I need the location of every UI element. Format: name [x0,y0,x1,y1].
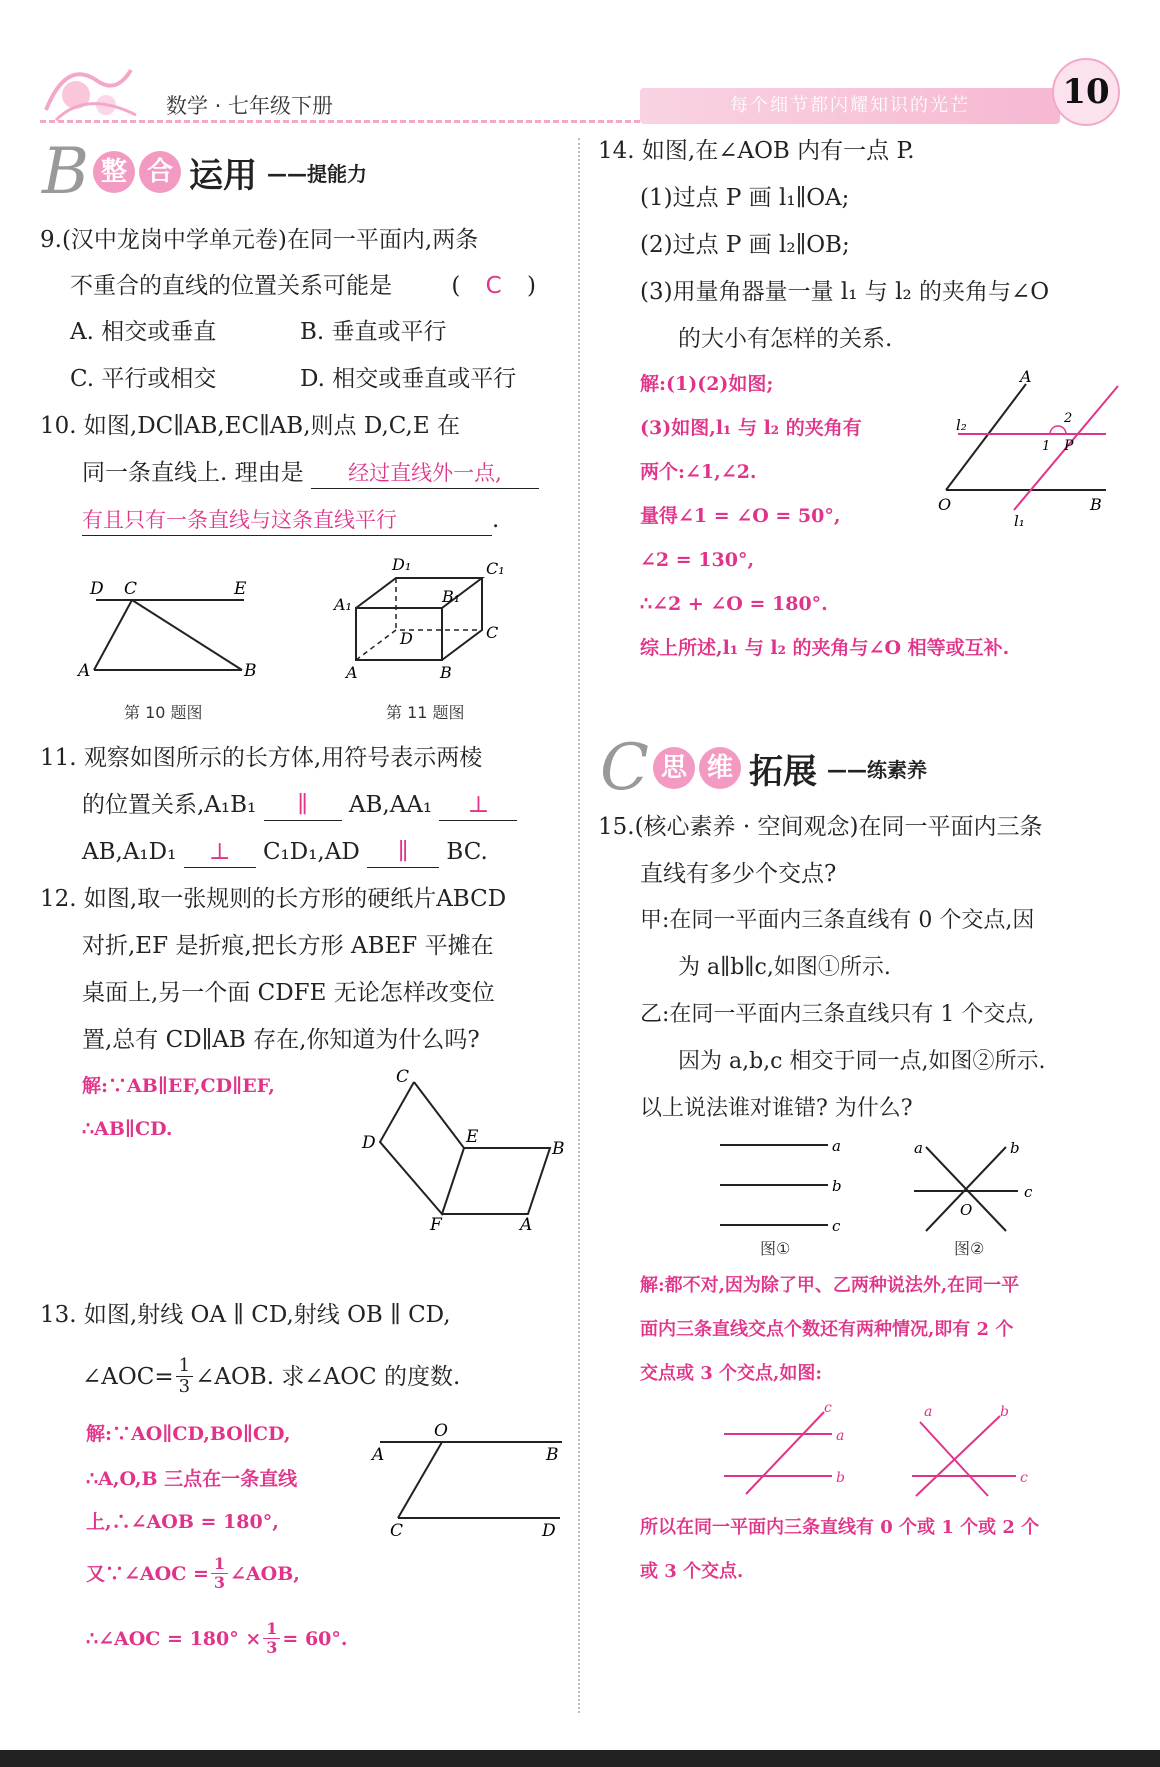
fig10-label-d: D [90,579,104,599]
q12-solution2: ∴AB∥CD. [82,1118,173,1140]
q11-text-b: AB,AA₁ [348,792,433,818]
fig15s-label-a2: a [924,1404,933,1420]
fig15-1-label-a: a [832,1137,841,1155]
q13-sol5-a: ∴∠AOC = 180° × [86,1627,262,1650]
fig15s-label-c1: c [824,1400,832,1416]
q9-bracket-open: ( [451,273,461,299]
q15-line2: 直线有多少个交点? [640,861,837,887]
q9-line2 [70,271,536,301]
fig14-label-1: 1 [1042,439,1051,454]
figure-15-solution [720,1400,1060,1500]
q14-solution1: 解:(1)(2)如图; [640,373,774,395]
q9-option-a: A. 相交或垂直 [70,319,217,345]
q13-text-a: ∠AOC= [82,1363,174,1390]
q14-line5: 的大小有怎样的关系. [678,326,893,352]
q13-sol5-b: = 60°. [282,1627,348,1650]
q15-ask: 以上说法谁对谁错? 为什么? [640,1096,913,1121]
figure-11 [330,550,540,685]
q13-solution4 [86,1555,300,1592]
q10-line2 [82,458,539,489]
section-c-char1: 思 [653,747,695,789]
q15-solution5: 或 3 个交点. [640,1561,744,1582]
q13-sol5-num: 1 [266,1619,278,1638]
q11-line2 [82,790,517,821]
q9-answer: C [485,273,502,299]
fig15-2-label-o: O [960,1201,973,1219]
q12-line2: 对折,EF 是折痕,把长方形 ABEF 平摊在 [82,933,494,959]
q14-line4: (3)用量角器量一量 l₁ 与 l₂ 的夹角与∠O [640,279,1050,305]
q13-sol5-frac [263,1620,280,1657]
q13-sol4-a: 又∵∠AOC = [86,1562,209,1585]
q14-solution7: 综上所述,l₁ 与 l₂ 的夹角与∠O 相等或互补. [640,637,1010,659]
header-divider [40,120,640,123]
section-c-heading [600,731,927,805]
fig15-2-label-a: a [914,1139,923,1157]
q15-solution3: 交点或 3 个交点,如图: [640,1363,822,1384]
fig10-label-c: C [124,579,138,599]
fig11-label-a1: A₁ [334,595,352,614]
fig14-label-b: B [1090,495,1102,514]
q10-line3 [82,505,499,536]
q12-line3: 桌面上,另一个面 CDFE 无论怎样改变位 [82,980,495,1006]
section-b-heading [42,135,368,209]
fig11-label-d: D [400,629,413,648]
q11-text-c: AB,A₁D₁ [82,839,177,865]
fig13-label-c: C [390,1521,404,1541]
fig11-label-c1: C₁ [486,559,505,578]
q13-sol4-frac [211,1555,228,1592]
q13-sol4-num: 1 [213,1554,226,1573]
q13-text-b: ∠AOB. 求∠AOC 的度数. [195,1363,461,1390]
q14-line2: (1)过点 P 画 l₁∥OA; [640,185,850,211]
fig10-label-a: A [78,661,91,681]
q15-line1: 15.(核心素养 · 空间观念)在同一平面内三条 [598,814,1043,840]
fig11-label-d1: D₁ [392,555,412,574]
q12-line4: 置,总有 CD∥AB 存在,你知道为什么吗? [82,1027,480,1053]
header-subject: 数学 · 七年级下册 [166,94,334,118]
q15-jia1: 甲:在同一平面内三条直线有 0 个交点,因 [640,908,1035,933]
q10-reason-label: 同一条直线上. 理由是 [82,460,304,486]
page-number: 10 [1052,58,1120,126]
figure-10 [72,570,272,680]
fig13-label-b: B [546,1445,559,1465]
fig15s-label-b1: b [836,1470,845,1486]
q9-bracket-close: ) [526,273,536,299]
fig14-label-2: 2 [1064,411,1073,426]
q10-line1: 10. 如图,DC∥AB,EC∥AB,则点 D,C,E 在 [40,413,460,439]
fig14-label-p: P [1064,438,1074,454]
figure-12 [360,1067,570,1235]
q13-line2 [82,1356,460,1397]
q13-line1: 13. 如图,射线 OA ∥ CD,射线 OB ∥ CD, [40,1302,451,1328]
fig14-label-l1: l₁ [1014,512,1025,530]
fig13-label-a: A [372,1445,385,1465]
section-b-char1: 整 [93,151,135,193]
fig15-1-caption: 图① [760,1239,791,1258]
q13-solution5 [86,1620,348,1657]
q11-blank4: ∥ [367,837,439,868]
q11-blank2: ⊥ [439,790,517,821]
q14-line1: 14. 如图,在∠AOB 内有一点 P. [598,138,915,164]
header-slogan: 每个细节都闪耀知识的光芒 [730,95,970,116]
q11-text-a: 的位置关系,A₁B₁ [82,792,257,818]
q14-line3: (2)过点 P 画 l₂∥OB; [640,232,850,258]
q14-solution3: 两个:∠1,∠2. [640,461,757,483]
q9-line1: 9.(汉中龙岗中学单元卷)在同一平面内,两条 [40,227,479,253]
header-flourish [36,50,146,130]
caption-11: 第 11 题图 [386,703,465,722]
header-slogan-band [640,88,1060,124]
q14-solution4: 量得∠1 = ∠O = 50°, [640,505,841,527]
q13-sol4-den: 3 [211,1573,228,1592]
q13-solution3: 上,∴∠AOB = 180°, [86,1511,279,1533]
fig15-1-label-c: c [832,1217,841,1235]
fig14-label-l2: l₂ [956,416,967,434]
section-b-char2: 合 [139,151,181,193]
fig15s-label-a1: a [836,1428,845,1444]
fig13-label-d: D [542,1521,556,1541]
q15-solution1: 解:都不对,因为除了甲、乙两种说法外,在同一平 [640,1275,1020,1296]
fig10-label-b: B [244,661,257,681]
q14-solution5: ∠2 = 130°, [640,549,755,571]
section-c-letter: C [600,731,649,805]
q15-solution4: 所以在同一平面内三条直线有 0 个或 1 个或 2 个 [640,1517,1040,1538]
fig10-label-e: E [234,579,247,599]
q14-solution6: ∴∠2 + ∠O = 180°. [640,593,828,615]
q13-frac-den: 3 [176,1376,193,1397]
fig15-2-label-b: b [1010,1139,1020,1157]
q11-blank3: ⊥ [184,837,256,868]
section-c-word: 拓展 [748,751,817,792]
fig13-label-o: O [434,1421,448,1441]
q11-text-e: BC. [446,839,488,865]
q15-yi2: 因为 a,b,c 相交于同一点,如图②所示. [678,1049,1046,1074]
fig12-label-d: D [362,1133,376,1153]
figure-15-2 [906,1135,1046,1245]
section-c-sub: ——练素养 [826,757,927,782]
fig15s-label-c2: c [1020,1470,1028,1486]
fig12-label-a: A [520,1215,533,1235]
fig11-label-a: A [346,663,358,682]
column-divider [578,138,580,1713]
q10-end: . [492,507,500,533]
q10-answer1: 经过直线外一点, [311,458,539,489]
fig15s-label-b2: b [1000,1404,1009,1420]
q13-sol5-den: 3 [263,1638,280,1657]
q15-jia2: 为 a∥b∥c,如图①所示. [678,955,891,980]
fig12-label-c: C [396,1067,410,1087]
section-b-letter: B [42,135,90,209]
q13-solution2: ∴A,O,B 三点在一条直线 [86,1468,298,1490]
q9-option-d: D. 相交或垂直或平行 [300,366,517,392]
caption-10: 第 10 题图 [124,703,203,722]
fig12-label-e: E [466,1127,479,1147]
q12-line1: 12. 如图,取一张规则的长方形的硬纸片ABCD [40,886,507,912]
section-b-word: 运用 [189,155,258,196]
fig11-label-c: C [486,623,499,642]
q13-sol4-b: ∠AOB, [230,1562,300,1585]
bottom-bar [0,1750,1160,1767]
q14-solution2: (3)如图,l₁ 与 l₂ 的夹角有 [640,417,862,439]
q15-solution2: 面内三条直线交点个数还有两种情况,即有 2 个 [640,1319,1014,1340]
fig15-2-label-c: c [1024,1183,1033,1201]
section-b-sub: ——提能力 [267,161,368,186]
q11-blank1: ∥ [264,790,342,821]
fig14-label-a: A [1020,367,1032,386]
section-c-char2: 维 [699,747,741,789]
fig12-label-f: F [430,1215,442,1235]
fig14-label-o: O [938,495,952,514]
q9-option-b: B. 垂直或平行 [300,319,447,345]
q9-option-c: C. 平行或相交 [70,366,217,392]
fig12-label-b: B [552,1139,565,1159]
q15-yi1: 乙:在同一平面内三条直线只有 1 个交点, [640,1002,1035,1027]
q11-line3 [82,837,488,868]
q12-solution1: 解:∵AB∥EF,CD∥EF, [82,1075,275,1097]
q11-line1: 11. 观察如图所示的长方体,用符号表示两棱 [40,745,483,771]
q13-solution1: 解:∵AO∥CD,BO∥CD, [86,1423,291,1445]
q13-fraction [176,1356,193,1397]
q9-stem: 不重合的直线的位置关系可能是 [70,273,392,299]
q11-text-d: C₁D₁,AD [262,839,360,865]
figure-13 [370,1420,570,1541]
fig11-label-b: B [440,663,452,682]
figure-14 [938,367,1128,530]
q10-answer2: 有且只有一条直线与这条直线平行 [82,505,492,536]
fig15-1-label-b: b [832,1177,842,1195]
fig11-label-b1: B₁ [442,587,461,606]
q13-frac-num: 1 [178,1355,191,1376]
fig15-2-caption: 图② [954,1239,985,1258]
